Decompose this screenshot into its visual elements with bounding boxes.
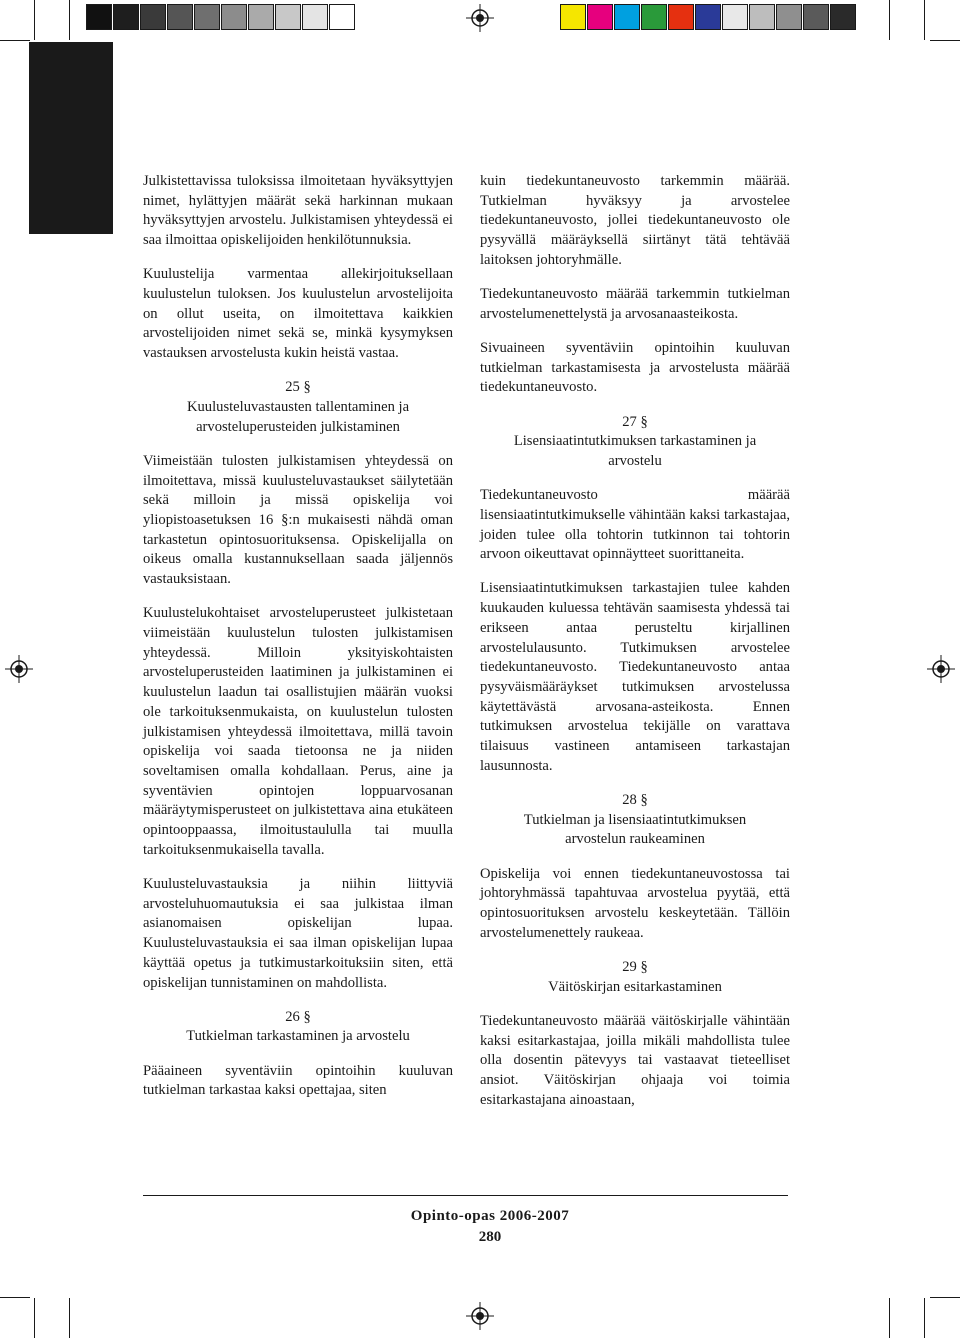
section-heading-25 [143, 378, 453, 437]
color-swatch [167, 4, 193, 30]
color-swatch [248, 4, 274, 30]
crop-mark [0, 1297, 30, 1298]
color-swatch [803, 4, 829, 30]
footer-title: Opinto-opas 2006-2007 [410, 1208, 570, 1224]
color-swatch [329, 4, 355, 30]
color-swatch [140, 4, 166, 30]
color-swatch [776, 4, 802, 30]
color-swatch [302, 4, 328, 30]
paragraph: Julkistettavissa tuloksissa ilmoitetaan hyväksyttyjen nimet, hylättyjen määrät sekä harkinnan mukaan hyväksyttyjen arvostelu. Julkistamisen yhteydessä ei saa ilmoittaa opiskelijoiden henkilötunnuksia. [143, 173, 453, 249]
registration-mark-icon [927, 655, 955, 683]
crop-mark [889, 1298, 890, 1338]
section-title: Kuulusteluvastausten tallentaminen ja [186, 399, 410, 416]
paragraph: Tiedekuntaneuvosto määrää lisensiaatintutkimukselle vähintään kaksi tarkastajaa, joiden tulee olla tohtorin tutkinnon tai tohtorin arvoon oikeuttavat opinnäytteet suorittaneita. [480, 487, 790, 563]
footer-rule [143, 1195, 788, 1196]
crop-mark [0, 40, 30, 41]
color-swatch [275, 4, 301, 30]
paragraph: Kuulustelija varmentaa allekirjoituksellaan kuulustelun tuloksen. Jos kuulustelun arvostelijoita on ollut useita, on ilmoitettava kaikkien arvostelijoiden nimet sekä se, minkä kysymyksen vastauksen arvostelusta kukin heistä vastaa. [143, 266, 453, 362]
registration-mark-icon [466, 1302, 494, 1330]
section-number: 28 § [622, 791, 648, 808]
section-number: 25 § [285, 379, 311, 396]
crop-mark [69, 1298, 70, 1338]
paragraph: Viimeistään tulosten julkistamisen yhteydessä on ilmoitettava, missä kuulusteluvastaukset säilytetään sekä milloin ja missä opiskelija voi yliopistoasetuksen 16 §:n mukaisesti nähdä oman tarkastetun opintosuorituksensa. Opiskelijalla on oikeus omalla kustannuksellaan saada jäljennös vastauksistaan. [143, 452, 453, 588]
section-title: Väitöskirjan esitarkastaminen [548, 978, 722, 995]
crop-mark [924, 1298, 925, 1338]
color-swatch [113, 4, 139, 30]
registration-mark-icon [466, 4, 494, 32]
color-swatch [221, 4, 247, 30]
section-title: arvosteluperusteiden julkistaminen [196, 418, 400, 435]
crop-mark [889, 0, 890, 40]
section-number: 26 § [285, 1008, 311, 1025]
crop-mark [930, 40, 960, 41]
registration-mark-icon [5, 655, 33, 683]
paragraph: kuin tiedekuntaneuvosto tarkemmin määrää. Tutkielman hyväksyy ja arvostelee tiedekuntaneuvosto, jollei tiedekuntaneuvosto ole pysyvällä määräyksellä siirtänyt tätä tehtävää laitoksen johtoryhmälle. [480, 173, 790, 268]
section-heading-26 [143, 1008, 453, 1047]
paragraph: Lisensiaatintutkimuksen tarkastajien tulee kahden kuukauden kuluessa tehtävän saamisesta yhdessä tai erikseen antaa perusteltu kirjallinen arvostelulausunto. Tutkimuksen arvostelee tiedekuntaneuvosto. Tiedekuntaneuvosto antaa pysyväismääräykset tutkimuksen arvostelussa käytettävästä arvosana-asteikosta. Ennen tutkimuksen arvostelua tekijälle on varattava tilaisuus vastineen antamiseen tarkastajan lausunnosta. [480, 580, 790, 774]
section-title: arvostelun raukeaminen [565, 831, 705, 848]
color-swatch [614, 4, 640, 30]
paragraph: Opiskelija voi ennen tiedekuntaneuvostossa tai johtoryhmässä tapahtuvaa arvostelua pyytää, että opintosuorituksen arvostelu keskeytetään. Tällöin arvostelumenettely raukeaa. [480, 865, 790, 941]
color-swatch [86, 4, 112, 30]
grayscale-swatch-bar [86, 4, 356, 32]
section-title: Tutkielman ja lisensiaatintutkimuksen [523, 811, 747, 828]
crop-mark [924, 0, 925, 40]
left-text-column [143, 172, 453, 1116]
black-margin-tab [29, 42, 113, 234]
crop-mark [34, 0, 35, 40]
section-title: Tutkielman tarkastaminen ja arvostelu [186, 1028, 410, 1045]
crop-mark [69, 0, 70, 40]
section-heading-29 [480, 958, 790, 997]
color-swatch [830, 4, 856, 30]
color-swatch [695, 4, 721, 30]
right-text-column [480, 172, 790, 1125]
color-swatch-bar [560, 4, 857, 32]
page-number: 280 [478, 1229, 502, 1245]
color-swatch [641, 4, 667, 30]
section-number: 29 § [622, 958, 648, 975]
color-swatch [587, 4, 613, 30]
section-number: 27 § [622, 413, 648, 430]
paragraph: Kuulustelukohtaiset arvosteluperusteet julkistetaan viimeistään kuulustelun tulosten julkistamisen yhteydessä. Milloin yksityiskohtaisten arvosteluperusteiden laatiminen ja julkistaminen ei kuulustelun laadun tai osallistujien määrän vuoksi ole tarkoituksenmukaista, on kuulustelun tulosten julkistamisen yhteydessä ilmoitettava, millä tavoin opiskelija voi saada tietoonsa ne ja niiden soveltamisen omalla kohdallaan. Perus, aine ja syventävien opintojen loppuarvosanan määräytymisperusteet on julkistettava aina etukäteen opintooppaassa, ilmoitustaululla tai muulla tarkoituksenmukaisella tavalla. [143, 605, 453, 858]
paragraph: Tiedekuntaneuvosto määrää väitöskirjalle vähintään kaksi esitarkastajaa, joilla mikäli mahdollista tulee olla dosentin pätevyys tai vastaavat tieteelliset ansiot. Väitöskirjan ohjaaja voi toimia esitarkastajana ainoastaan, [480, 1012, 790, 1108]
crop-mark [930, 1297, 960, 1298]
color-swatch [560, 4, 586, 30]
section-heading-28 [480, 791, 790, 850]
paragraph: Pääaineen syventäviin opintoihin kuuluvan tutkielman tarkastaa kaksi opettajaa, siten [143, 1062, 453, 1099]
crop-mark [34, 1298, 35, 1338]
color-swatch [722, 4, 748, 30]
color-swatch [749, 4, 775, 30]
paragraph: Tiedekuntaneuvosto määrää tarkemmin tutkielman arvostelumenettelystä ja arvosanaasteikosta. [480, 286, 790, 322]
section-title: Lisensiaatintutkimuksen tarkastaminen ja [513, 433, 757, 450]
paragraph: Kuulusteluvastauksia ja niihin liittyviä arvosteluhuomautuksia ei saa julkistaa ilman asianomaisen opiskelijan lupaa. Kuulusteluvastauksia ei saa ilman opiskelijan lupaa käyttää opetus ja tutkimustarkoituksiin siten, että opiskelijan tunnistaminen on mahdollista. [143, 876, 453, 991]
paragraph: Sivuaineen syventäviin opintoihin kuuluvan tutkielman tarkastamisesta ja arvostelusta määrää tiedekuntaneuvosto. [480, 339, 790, 396]
section-title: arvostelu [608, 452, 662, 469]
color-swatch [668, 4, 694, 30]
section-heading-27 [480, 413, 790, 472]
color-swatch [194, 4, 220, 30]
